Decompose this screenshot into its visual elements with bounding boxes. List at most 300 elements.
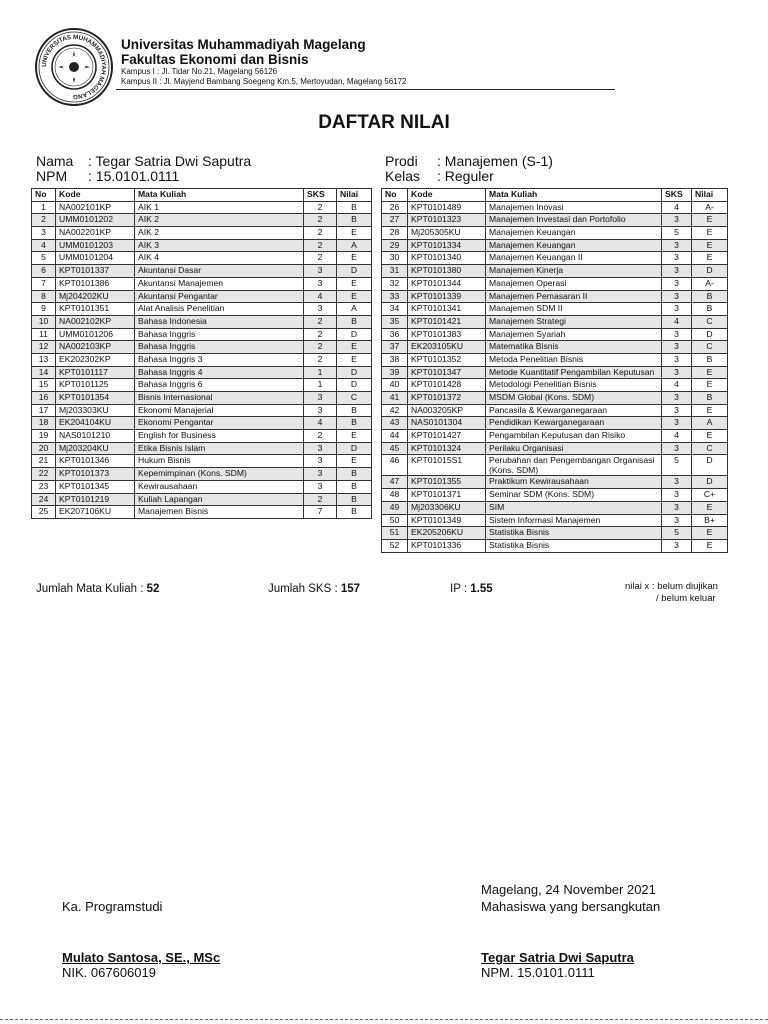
- row-sks: 4: [304, 417, 337, 430]
- total-sks-label: Jumlah SKS :: [268, 583, 341, 595]
- row-sks: 3: [662, 489, 692, 502]
- row-nilai: E: [337, 227, 372, 240]
- row-mata-kuliah: Ekonomi Pengantar: [135, 417, 304, 430]
- col-kode: Kode: [56, 189, 135, 202]
- row-no: 49: [382, 501, 408, 514]
- row-kode: KPT0101347: [408, 366, 486, 379]
- kelas-row: [385, 168, 494, 184]
- row-sks: 3: [304, 277, 337, 290]
- row-kode: UMM0101206: [56, 328, 135, 341]
- table-row: [32, 214, 372, 227]
- table-row: [382, 379, 728, 392]
- table-row: [382, 514, 728, 527]
- row-kode: KPT0101340: [408, 252, 486, 265]
- row-mata-kuliah: Manajemen Keuangan: [486, 227, 662, 240]
- row-no: 36: [382, 328, 408, 341]
- row-kode: NAS0101304: [408, 417, 486, 430]
- row-nilai: A: [692, 417, 728, 430]
- table-row: [382, 476, 728, 489]
- row-nilai: C: [692, 315, 728, 328]
- row-kode: KPT0101380: [408, 265, 486, 278]
- cut-line: [0, 1019, 768, 1020]
- row-no: 37: [382, 341, 408, 354]
- row-no: 45: [382, 442, 408, 455]
- row-sks: 3: [662, 341, 692, 354]
- row-kode: KPT0101345: [56, 480, 135, 493]
- row-nilai: E: [337, 290, 372, 303]
- row-no: 51: [382, 527, 408, 540]
- row-mata-kuliah: Ekonomi Manajerial: [135, 404, 304, 417]
- row-no: 44: [382, 430, 408, 443]
- row-sks: 3: [662, 476, 692, 489]
- table-row: [382, 227, 728, 240]
- row-kode: KPT0101371: [408, 489, 486, 502]
- student-npm-row: [36, 168, 179, 184]
- table-row: [382, 315, 728, 328]
- row-sks: 3: [304, 442, 337, 455]
- table-row: [382, 501, 728, 514]
- row-kode: KPT0101372: [408, 392, 486, 405]
- row-mata-kuliah: Akuntansi Manajemen: [135, 277, 304, 290]
- total-courses-value: 52: [146, 583, 160, 595]
- row-sks: 4: [304, 290, 337, 303]
- row-mata-kuliah: Manajemen Syariah: [486, 328, 662, 341]
- row-sks: 3: [662, 239, 692, 252]
- row-nilai: A: [337, 303, 372, 316]
- table-row: [382, 277, 728, 290]
- row-no: 50: [382, 514, 408, 527]
- row-no: 25: [32, 506, 56, 519]
- row-mata-kuliah: Manajemen Bisnis: [135, 506, 304, 519]
- col-no: No: [382, 189, 408, 202]
- table-row: [32, 404, 372, 417]
- row-nilai: B: [337, 493, 372, 506]
- row-mata-kuliah: Manajemen SDM II: [486, 303, 662, 316]
- left-signer-role: Ka. Programstudi: [62, 899, 163, 914]
- row-no: 32: [382, 277, 408, 290]
- table-header-row: [382, 189, 728, 202]
- kelas-label: Kelas: [385, 168, 421, 184]
- row-kode: NA003205KP: [408, 404, 486, 417]
- row-nilai: C: [692, 341, 728, 354]
- row-mata-kuliah: Praktikum Kewirausahaan: [486, 476, 662, 489]
- row-nilai: D: [692, 328, 728, 341]
- row-sks: 3: [662, 328, 692, 341]
- table-row: [32, 392, 372, 405]
- row-nilai: E: [337, 277, 372, 290]
- table-row: [382, 442, 728, 455]
- table-row: [382, 366, 728, 379]
- row-no: 3: [32, 227, 56, 240]
- row-mata-kuliah: Pengambilan Keputusan dan Risiko: [486, 430, 662, 443]
- row-kode: UMM0101202: [56, 214, 135, 227]
- row-nilai: E: [337, 455, 372, 468]
- row-kode: KPT0101383: [408, 328, 486, 341]
- table-row: [32, 430, 372, 443]
- total-sks: [268, 583, 360, 595]
- row-nilai: D: [692, 265, 728, 278]
- row-mata-kuliah: Manajemen Keuangan: [486, 239, 662, 252]
- grades-table-left: [31, 188, 372, 519]
- grade-note-2: / belum keluar: [656, 593, 716, 604]
- row-nilai: B: [337, 468, 372, 481]
- row-sks: 3: [304, 468, 337, 481]
- row-mata-kuliah: AIK 2: [135, 227, 304, 240]
- table-row: [382, 392, 728, 405]
- row-sks: 3: [304, 480, 337, 493]
- row-mata-kuliah: Akuntansi Dasar: [135, 265, 304, 278]
- row-sks: 2: [304, 341, 337, 354]
- row-no: 10: [32, 315, 56, 328]
- row-no: 22: [32, 468, 56, 481]
- table-row: [382, 328, 728, 341]
- row-nilai: B: [337, 404, 372, 417]
- row-kode: KPT0101421: [408, 315, 486, 328]
- row-kode: KPT0101386: [56, 277, 135, 290]
- row-no: 29: [382, 239, 408, 252]
- table-row: [382, 265, 728, 278]
- row-no: 52: [382, 539, 408, 552]
- row-mata-kuliah: Kewirausahaan: [135, 480, 304, 493]
- row-mata-kuliah: AIK 4: [135, 252, 304, 265]
- row-kode: KPT0101339: [408, 290, 486, 303]
- row-no: 9: [32, 303, 56, 316]
- row-kode: KPT0101427: [408, 430, 486, 443]
- row-sks: 3: [662, 442, 692, 455]
- row-no: 6: [32, 265, 56, 278]
- row-kode: KPT0101352: [408, 353, 486, 366]
- row-no: 24: [32, 493, 56, 506]
- row-kode: KPT0101336: [408, 539, 486, 552]
- row-nilai: E: [692, 252, 728, 265]
- table-row: [382, 489, 728, 502]
- row-nilai: E: [692, 239, 728, 252]
- place-date: Magelang, 24 November 2021: [481, 882, 656, 897]
- row-kode: KPT0101354: [56, 392, 135, 405]
- row-kode: KPT0101355: [408, 476, 486, 489]
- student-npm: : 15.0101.0111: [88, 168, 180, 184]
- grades-table-right: [381, 188, 728, 553]
- row-nilai: B: [337, 480, 372, 493]
- table-row: [32, 506, 372, 519]
- row-mata-kuliah: Metoda Penelitian Bisnis: [486, 353, 662, 366]
- right-signer-id: NPM. 15.0101.0111: [481, 965, 595, 980]
- row-kode: KPT0101125: [56, 379, 135, 392]
- row-sks: 4: [662, 315, 692, 328]
- row-sks: 2: [304, 239, 337, 252]
- row-sks: 3: [662, 539, 692, 552]
- row-sks: 3: [662, 303, 692, 316]
- row-nilai: E: [692, 366, 728, 379]
- row-no: 26: [382, 201, 408, 214]
- letterhead-divider: [116, 89, 615, 90]
- row-no: 18: [32, 417, 56, 430]
- row-no: 8: [32, 290, 56, 303]
- row-sks: 3: [662, 265, 692, 278]
- row-kode: KPT0101341: [408, 303, 486, 316]
- row-mata-kuliah: Manajemen Keuangan II: [486, 252, 662, 265]
- table-row: [32, 227, 372, 240]
- row-no: 2: [32, 214, 56, 227]
- row-sks: 3: [304, 455, 337, 468]
- row-sks: 1: [304, 379, 337, 392]
- row-sks: 2: [304, 252, 337, 265]
- row-sks: 3: [662, 501, 692, 514]
- row-mata-kuliah: Metode Kuantitatif Pengambilan Keputusan: [486, 366, 662, 379]
- row-nilai: B: [692, 392, 728, 405]
- row-no: 42: [382, 404, 408, 417]
- row-sks: 4: [662, 201, 692, 214]
- row-no: 17: [32, 404, 56, 417]
- row-kode: UMM0101203: [56, 239, 135, 252]
- row-mata-kuliah: Hukum Bisnis: [135, 455, 304, 468]
- prodi-label: Prodi: [385, 153, 418, 169]
- row-no: 30: [382, 252, 408, 265]
- table-row: [382, 341, 728, 354]
- row-mata-kuliah: Etika Bisnis Islam: [135, 442, 304, 455]
- row-kode: KPT01015S1: [408, 455, 486, 476]
- row-no: 43: [382, 417, 408, 430]
- row-kode: KPT0101323: [408, 214, 486, 227]
- grade-note-1: nilai x : belum diujikan: [625, 581, 718, 592]
- row-no: 33: [382, 290, 408, 303]
- col-sks: SKS: [304, 189, 337, 202]
- table-row: [382, 353, 728, 366]
- row-sks: 2: [304, 493, 337, 506]
- row-sks: 2: [304, 353, 337, 366]
- row-sks: 2: [304, 328, 337, 341]
- row-sks: 3: [304, 265, 337, 278]
- row-kode: Mj203303KU: [56, 404, 135, 417]
- row-no: 19: [32, 430, 56, 443]
- row-sks: 3: [304, 404, 337, 417]
- row-nilai: A-: [692, 201, 728, 214]
- student-name-row: [36, 153, 251, 169]
- row-kode: EK203105KU: [408, 341, 486, 354]
- row-sks: 3: [662, 252, 692, 265]
- row-kode: Mj203204KU: [56, 442, 135, 455]
- row-sks: 2: [304, 214, 337, 227]
- row-no: 12: [32, 341, 56, 354]
- row-nilai: E: [692, 430, 728, 443]
- row-sks: 3: [662, 392, 692, 405]
- row-nilai: D: [337, 442, 372, 455]
- row-no: 21: [32, 455, 56, 468]
- npm-label: NPM: [36, 168, 68, 184]
- row-sks: 4: [662, 430, 692, 443]
- row-mata-kuliah: Manajemen Inovasi: [486, 201, 662, 214]
- row-kode: UMM0101204: [56, 252, 135, 265]
- row-sks: 1: [304, 366, 337, 379]
- row-mata-kuliah: Kepemimpinan (Kons. SDM): [135, 468, 304, 481]
- grades-body-right: [382, 201, 728, 552]
- table-row: [32, 201, 372, 214]
- row-sks: 3: [662, 290, 692, 303]
- row-nilai: D: [337, 366, 372, 379]
- row-nilai: B: [337, 315, 372, 328]
- col-nilai: Nilai: [337, 189, 372, 202]
- row-kode: Mj203306KU: [408, 501, 486, 514]
- row-no: 40: [382, 379, 408, 392]
- row-mata-kuliah: Alat Analisis Penelitian: [135, 303, 304, 316]
- prodi-row: [385, 153, 553, 169]
- row-kode: NAS0101210: [56, 430, 135, 443]
- col-mata-kuliah: Mata Kuliah: [135, 189, 304, 202]
- table-row: [32, 442, 372, 455]
- row-sks: 2: [304, 201, 337, 214]
- row-no: 46: [382, 455, 408, 476]
- col-sks: SKS: [662, 189, 692, 202]
- row-no: 39: [382, 366, 408, 379]
- university-name: Universitas Muhammadiyah Magelang: [121, 37, 366, 52]
- row-nilai: B: [337, 417, 372, 430]
- row-mata-kuliah: Manajemen Pemasaran II: [486, 290, 662, 303]
- row-mata-kuliah: Manajemen Kinerja: [486, 265, 662, 278]
- table-row: [32, 277, 372, 290]
- row-nilai: E: [337, 341, 372, 354]
- row-no: 27: [382, 214, 408, 227]
- row-kode: KPT0101489: [408, 201, 486, 214]
- table-row: [382, 239, 728, 252]
- row-nilai: E: [692, 214, 728, 227]
- row-no: 5: [32, 252, 56, 265]
- row-mata-kuliah: Sistem Informasi Manajemen: [486, 514, 662, 527]
- row-sks: 2: [304, 227, 337, 240]
- row-no: 16: [32, 392, 56, 405]
- row-nilai: B: [337, 214, 372, 227]
- table-row: [32, 303, 372, 316]
- ip-label: IP :: [450, 583, 471, 595]
- table-row: [32, 417, 372, 430]
- row-nilai: D: [337, 328, 372, 341]
- row-nilai: D: [337, 265, 372, 278]
- row-no: 13: [32, 353, 56, 366]
- row-sks: 4: [662, 379, 692, 392]
- row-mata-kuliah: Bisnis Internasional: [135, 392, 304, 405]
- table-row: [382, 527, 728, 540]
- row-mata-kuliah: AIK 1: [135, 201, 304, 214]
- row-nilai: E: [692, 539, 728, 552]
- row-mata-kuliah: Akuntansi Pengantar: [135, 290, 304, 303]
- row-no: 1: [32, 201, 56, 214]
- row-mata-kuliah: Perilaku Organisasi: [486, 442, 662, 455]
- row-nilai: E: [692, 527, 728, 540]
- row-kode: KPT0101351: [56, 303, 135, 316]
- row-mata-kuliah: Statistika Bisnis: [486, 539, 662, 552]
- row-nilai: E: [337, 353, 372, 366]
- row-mata-kuliah: AIK 3: [135, 239, 304, 252]
- row-sks: 7: [304, 506, 337, 519]
- row-no: 35: [382, 315, 408, 328]
- row-kode: KPT0101117: [56, 366, 135, 379]
- row-mata-kuliah: Manajemen Operasi: [486, 277, 662, 290]
- table-row: [32, 341, 372, 354]
- row-nilai: E: [692, 404, 728, 417]
- student-name: : Tegar Satria Dwi Saputra: [88, 153, 252, 169]
- row-no: 48: [382, 489, 408, 502]
- table-row: [32, 480, 372, 493]
- row-no: 34: [382, 303, 408, 316]
- table-row: [382, 201, 728, 214]
- table-row: [32, 455, 372, 468]
- row-nilai: D: [692, 455, 728, 476]
- row-kode: KPT0101219: [56, 493, 135, 506]
- row-kode: NA002101KP: [56, 201, 135, 214]
- row-mata-kuliah: Bahasa Inggris 6: [135, 379, 304, 392]
- row-mata-kuliah: Matematika Bisnis: [486, 341, 662, 354]
- row-no: 47: [382, 476, 408, 489]
- row-nilai: C: [692, 442, 728, 455]
- row-mata-kuliah: Perubahan dan Pengembangan Organisasi (Kons. SDM): [486, 455, 662, 476]
- prodi-value: : Manajemen (S-1): [437, 153, 553, 169]
- row-kode: KPT0101349: [408, 514, 486, 527]
- row-kode: KPT0101334: [408, 239, 486, 252]
- campus-2-address: Kampus II : Jl. Mayjend Bambang Soegeng Km.5, Mertoyudan, Magelang 56172: [121, 77, 407, 86]
- row-mata-kuliah: AIK 2: [135, 214, 304, 227]
- row-nilai: D: [337, 379, 372, 392]
- col-mata-kuliah: Mata Kuliah: [486, 189, 662, 202]
- row-sks: 3: [304, 392, 337, 405]
- row-mata-kuliah: Bahasa Inggris 4: [135, 366, 304, 379]
- table-row: [32, 290, 372, 303]
- row-mata-kuliah: Statistika Bisnis: [486, 527, 662, 540]
- row-no: 14: [32, 366, 56, 379]
- row-nilai: B: [692, 290, 728, 303]
- row-sks: 3: [662, 514, 692, 527]
- table-row: [382, 430, 728, 443]
- row-sks: 5: [662, 227, 692, 240]
- left-signer-name: Mulato Santosa, SE., MSc: [62, 950, 221, 965]
- row-sks: 3: [662, 214, 692, 227]
- row-no: 20: [32, 442, 56, 455]
- row-mata-kuliah: SIM: [486, 501, 662, 514]
- row-nilai: B: [692, 353, 728, 366]
- table-row: [32, 252, 372, 265]
- table-row: [32, 468, 372, 481]
- row-sks: 2: [304, 430, 337, 443]
- row-kode: KPT0101344: [408, 277, 486, 290]
- row-nilai: E: [692, 379, 728, 392]
- row-no: 23: [32, 480, 56, 493]
- row-no: 31: [382, 265, 408, 278]
- svg-text:UNIVERSITAS MUHAMMADIYAH MAGEL: UNIVERSITAS MUHAMMADIYAH MAGELANG: [40, 33, 108, 101]
- row-sks: 3: [304, 303, 337, 316]
- row-kode: KPT0101346: [56, 455, 135, 468]
- row-kode: EK202302KP: [56, 353, 135, 366]
- row-nilai: E: [692, 227, 728, 240]
- row-sks: 5: [662, 527, 692, 540]
- grades-body-left: [32, 201, 372, 518]
- row-kode: NA002102KP: [56, 315, 135, 328]
- table-row: [382, 404, 728, 417]
- row-nilai: C+: [692, 489, 728, 502]
- table-row: [382, 214, 728, 227]
- table-row: [32, 493, 372, 506]
- row-kode: KPT0101428: [408, 379, 486, 392]
- row-sks: 3: [662, 277, 692, 290]
- row-kode: KPT0101337: [56, 265, 135, 278]
- row-kode: EK204104KU: [56, 417, 135, 430]
- total-courses: [36, 583, 159, 595]
- row-nilai: B: [692, 303, 728, 316]
- row-nilai: A-: [692, 277, 728, 290]
- row-nilai: D: [692, 476, 728, 489]
- table-row: [382, 539, 728, 552]
- right-signer-name: Tegar Satria Dwi Saputra: [481, 950, 634, 965]
- row-kode: Mj205305KU: [408, 227, 486, 240]
- row-sks: 2: [304, 315, 337, 328]
- nama-label: Nama: [36, 153, 74, 169]
